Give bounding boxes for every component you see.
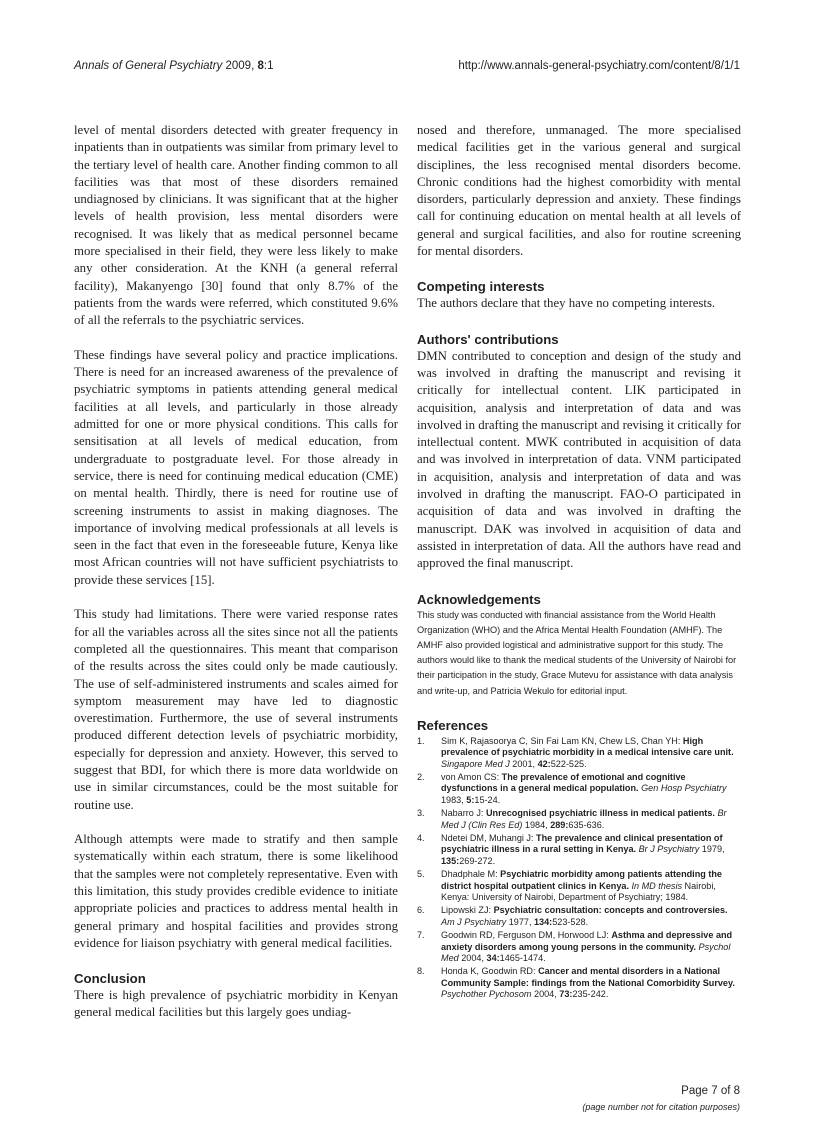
left-column [74, 122, 398, 1038]
reference-item: 2. von Amon CS: The prevalence of emotional and cognitive dysfunctions in a general medical population. Gen Hosp Psychiatry 1983, 5:15-24. [417, 771, 727, 805]
right-column [417, 122, 741, 1003]
acknowledgements-text: This study was conducted with financial assistance from the World Health Organization (WHO) and the Africa Mental Health Foundation (AMHF). The AMHF also provided logistical and administrative support for this study. The authors would like to thank the medical students of the University of Nairobi for their participation in the study, Grace Mutevu for assistance with data analysis and write-up, and Patricia Wekulo for editorial input. [417, 609, 737, 696]
page-number-note: (page number not for citation purposes) [582, 1102, 740, 1112]
body-paragraph: These findings have several policy and practice implications. There is need for an increased awareness of the prevalence of psychiatric symptoms in patients attending general medical facilities at all levels, and particularly in those already admitted for one or more physical conditions. This calls for sensitisation at all levels of medical education, from undergraduate to postgraduate level. For those already in service, there is need for continuing medical education (CME) on mental health. Thirdly, there is need for routine use of screening instruments to assist in making diagnoses. The importance of involving medical professionals at all levels is seen in the fact that even in the foreseeable future, Kenya like most African countries will not have sufficient psychiatrists to provide these services [15]. [74, 347, 398, 587]
journal-volume: 8 [257, 60, 264, 72]
body-paragraph: This study had limitations. There were varied response rates for all the variables across all the sites since not all the patients completed all the questionnaires. This meant that comparison of the results across the sites could only be made cautiously. The use of self-administered instruments and scales aimed for symptom measurement may have led to diagnostic overestimation. Furthermore, the use of several instruments produced different detection levels of psychiatric morbidity, especially for depression and anxiety. However, this served to suggest that BDI, for which there is more data worldwide on use in similar circumstances, could be the most suitable for routine use. [74, 607, 398, 812]
journal-header [74, 60, 273, 72]
references-heading: References [417, 717, 489, 733]
references-list [417, 736, 741, 1001]
journal-url[interactable]: http://www.annals-general-psychiatry.com/content/8/1/1 [458, 60, 740, 72]
conclusion-heading: Conclusion [74, 970, 146, 986]
acknowledgements-heading: Acknowledgements [417, 591, 541, 607]
body-paragraph: Although attempts were made to stratify and then sample systematically within each stratum, there is some likelihood that the samples were not completely representative. Even with this limitation, this study provides credible evidence to initiate appropriate policies and practices to address mental health in general primary and hospital facilities and provides strong evidence for liaison psychiatry with general medical facilities. [74, 832, 398, 950]
reference-item: 7. Goodwin RD, Ferguson DM, Horwood LJ: Asthma and depressive and anxiety disorders among young persons in the community. Psychol Med 2004, 34:1465-1474. [417, 930, 733, 964]
reference-item: 6. Lipowski ZJ: Psychiatric consultation: concepts and controversies. Am J Psychiatry 1977, 134:523-528. [417, 905, 728, 927]
journal-issue: :1 [263, 60, 274, 72]
conclusion-continuation: nosed and therefore, unmanaged. The more specialised medical facilities get in the various general and surgical disciplines, the less recognised mental disorders become. Chronic conditions had the highest comorbidity with mental disorders, particularly depression and anxiety. These findings call for continuing education on mental health at all levels of general and surgical facilities, and also for routine screening for mental disorders. [417, 123, 741, 259]
authors-contributions-text: DMN contributed to conception and design of the study and was involved in drafting the manuscript and revising it critically for intellectual content. LIK participated in acquisition, analysis and interpretation of data and was involved in drafting the manuscript and revising it critically for intellectual content. MWK contributed in acquisition of data and was involved in interpretation of data. VNM participated in acquisition, analysis and interpretation of data and was involved in drafting the manuscript. FAO-O participated in acquisition of data and was involved in drafting the manuscript. DAK was involved in acquisition of data and assisted in interpretation of data. All the authors have read and approved the final manuscript. [417, 348, 741, 571]
reference-item: 8. Honda K, Goodwin RD: Cancer and mental disorders in a National Community Sample: findings from the National Comorbidity Survey. Psychother Pychosom 2004, 73:235-242. [417, 966, 735, 1000]
conclusion-paragraph: There is high prevalence of psychiatric morbidity in Kenyan general medical facilities but this largely goes undiag- [74, 987, 398, 1019]
journal-year: 2009, [225, 60, 258, 72]
reference-item: 4. Ndetei DM, Muhangi J: The prevalence and clinical presentation of psychiatric illness in a rural setting in Kenya. Br J Psychiatry 1979, 135:269-272. [417, 833, 725, 866]
reference-item: 3. Nabarro J: Unrecognised psychiatric illness in medical patients. Br Med J (Clin Res Ed) 1984, 289:635-636. [417, 808, 727, 830]
reference-item: 5. Dhadphale M: Psychiatric morbidity among patients attending the district hospital outpatient clinics in Kenya. In MD thesis Nairobi, Kenya: University of Nairobi, Department of Psychiatry; 1984. [417, 869, 722, 903]
journal-name: Annals of General Psychiatry [74, 60, 223, 72]
reference-item: 1. Sim K, Rajasoorya C, Sin Fai Lam KN, Chew LS, Chan YH: High prevalence of psychiatric morbidity in a medical intensive care unit. Singapore Med J 2001, 42:522-525. [417, 735, 734, 769]
competing-interests-heading: Competing interests [417, 279, 545, 295]
competing-interests-text: The authors declare that they have no competing interests. [417, 296, 716, 311]
body-paragraph: level of mental disorders detected with greater frequency in inpatients than in outpatients was similar from primary level to the tertiary level of health care. Another finding common to all facilities was that most of these disorders remained undiagnosed by clinicians. It was significant that at the higher levels of health provision, less mental disorders were recognised. It was likely that as medical personnel became more specialised in their field, they were less likely to make any other consideration. At the KNH (a general referral facility), Makanyengo [30] found that only 8.7% of the patients from the wards were referred, which constituted 9.6% of all the referrals to the psychiatric services. [74, 123, 398, 328]
page-number: Page 7 of 8 [681, 1085, 740, 1097]
authors-contributions-heading: Authors' contributions [417, 331, 559, 347]
